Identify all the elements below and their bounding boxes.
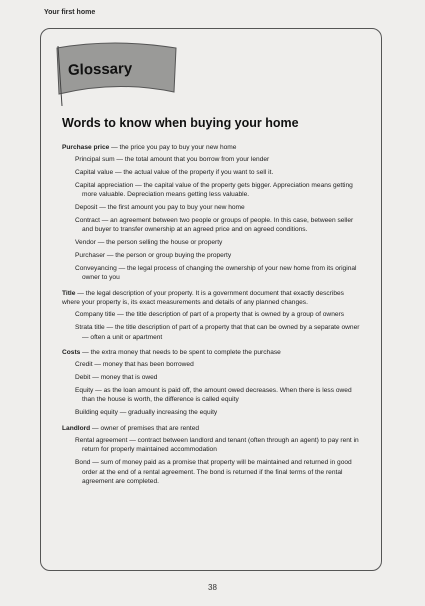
glossary-title: Glossary	[67, 60, 133, 79]
page-number: 38	[208, 583, 217, 592]
sub-term: Rental agreement — contract between landlord and tenant (often through an agent) to pay rent in return for properly maintained accommodation	[75, 437, 359, 454]
sub-term: Contract — an agreement between two people or groups of people. In this case, between seller and buyer to transfer ownership at an agreed price and on agreed conditions.	[75, 217, 354, 234]
term-definition: — the price you pay to buy your new home	[109, 144, 237, 151]
sub-term: Company title — the title description of part of a property that is owned by a group of owners	[75, 311, 345, 319]
sub-term: Debit — money that is owed	[75, 374, 158, 382]
sub-term: Principal sum — the total amount that you borrow from your lender	[75, 156, 270, 164]
sub-term: Capital value — the actual value of the property if you want to sell it.	[75, 169, 274, 177]
running-head: Your first home	[44, 9, 96, 16]
sub-term: Vendor — the person selling the house or property	[75, 239, 223, 247]
sub-term: Building equity — gradually increasing the equity	[75, 409, 218, 417]
glossary-group-costs	[62, 348, 362, 418]
sub-term: Capital appreciation — the capital value of the property gets bigger. Appreciation means getting more valuable. Depreciation means getting less valuable.	[75, 182, 353, 199]
term-name: Purchase price	[62, 144, 110, 151]
page-heading: Words to know when buying your home	[62, 116, 299, 130]
term-definition: — the legal description of your property. It is a government document that exactly describes where your property is, its exact measurements and details of any planned changes.	[62, 289, 344, 307]
glossary-group-purchase-price	[62, 143, 362, 283]
sub-term: Conveyancing — the legal process of changing the ownership of your new home from its original owner to you	[75, 264, 357, 282]
sub-term: Equity — as the loan amount is paid off, the amount owed decreases. When there is less owed than the house is worth, the difference is called equity	[75, 387, 352, 404]
sub-term: Bond — sum of money paid as a promise that property will be maintained and returned in good order at the end of a rental agreement. The bond is returned if the final terms of the rental agreement are completed.	[75, 459, 352, 486]
sub-term: Strata title — the title description of part of a property that that can be owned by a separate owner — often a unit or apartment	[75, 324, 360, 341]
term-name: Title	[62, 289, 76, 297]
term-definition: — the extra money that needs to be spent to complete the purchase	[80, 349, 281, 357]
term-name: Landlord	[62, 424, 91, 432]
sub-term: Deposit — the first amount you pay to buy your new home	[75, 204, 245, 212]
sub-term: Purchaser — the person or group buying the property	[75, 252, 232, 259]
glossary-group-landlord	[62, 424, 362, 487]
sub-term: Credit — money that has been borrowed	[75, 361, 194, 369]
glossary-group-title	[62, 289, 362, 342]
glossary-list	[62, 143, 362, 492]
term-definition: — owner of premises that are rented	[90, 424, 200, 432]
term-name: Costs	[62, 349, 81, 357]
